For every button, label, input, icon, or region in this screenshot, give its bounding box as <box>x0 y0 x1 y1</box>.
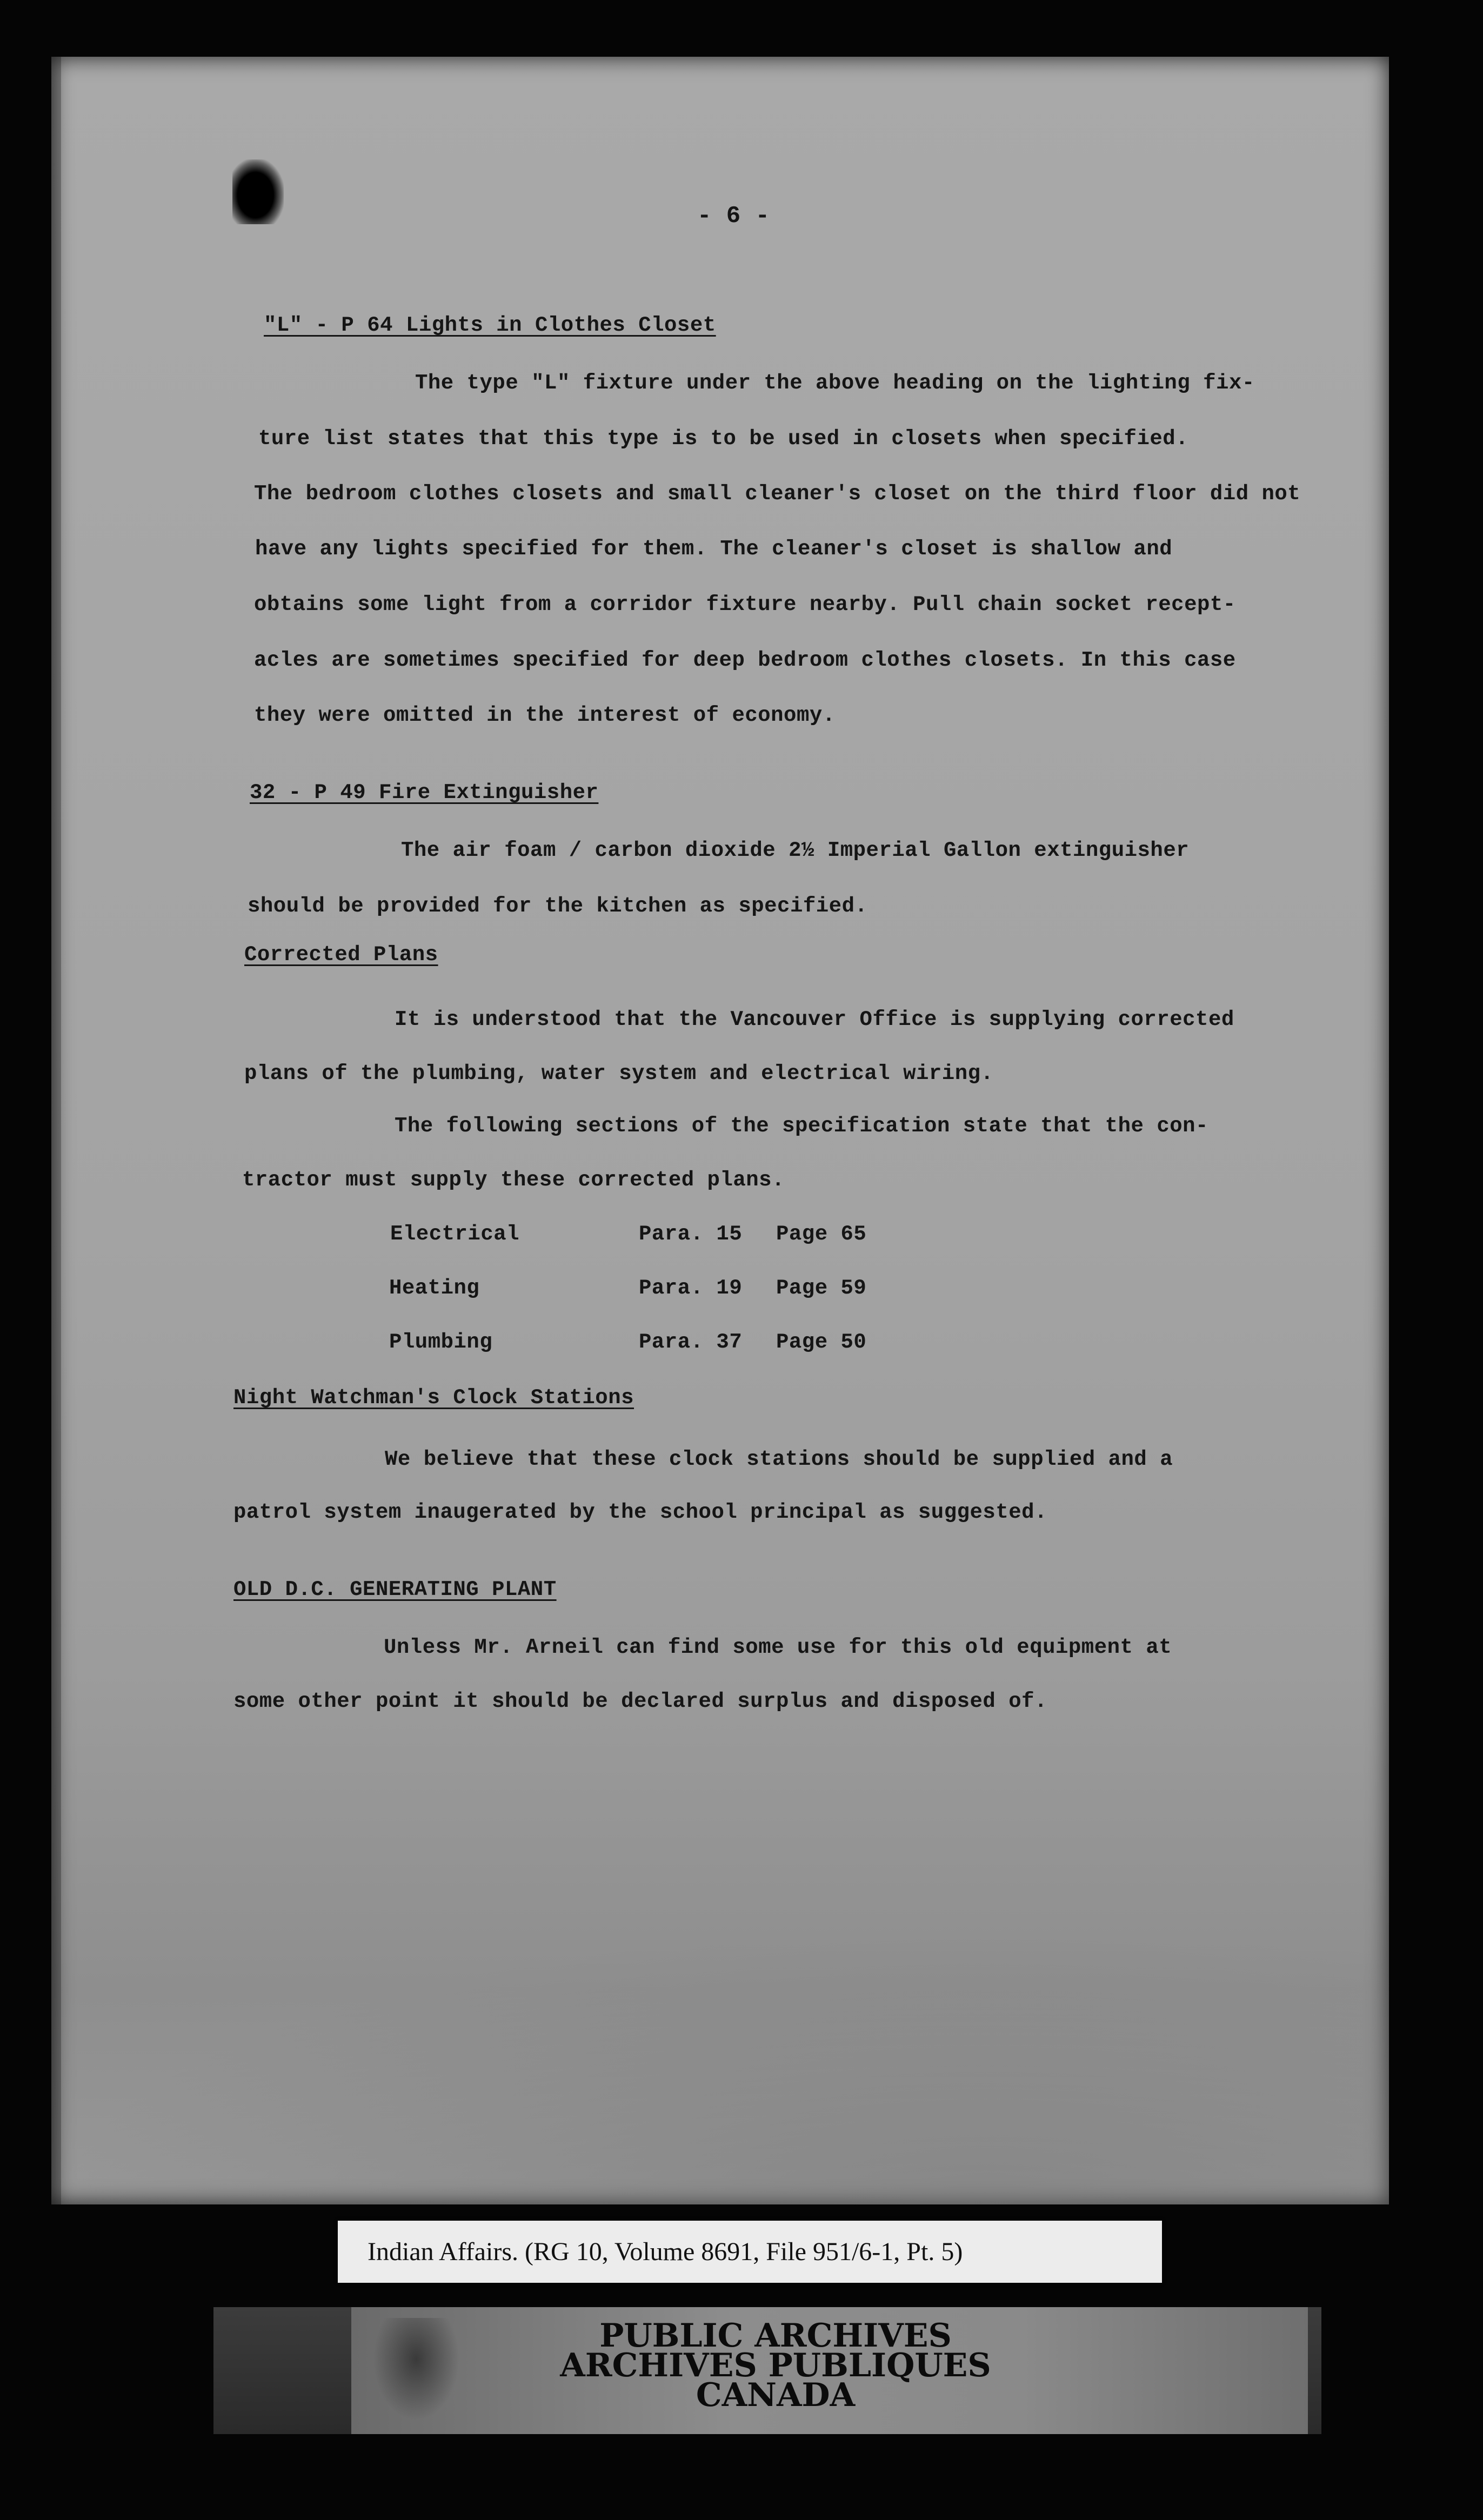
stamp-line-archives-publiques: ARCHIVES PUBLIQUES <box>560 2347 991 2384</box>
table-page-plumbing: Page 50 <box>776 1330 867 1354</box>
fire-line-1: The air foam / carbon dioxide 2½ Imperial Gallon extinguisher <box>401 839 1190 862</box>
punch-hole-mark <box>232 159 284 224</box>
table-item-electrical: Electrical <box>390 1222 520 1246</box>
plant-line-1: Unless Mr. Arneil can find some use for this old equipment at <box>384 1636 1172 1659</box>
page-shadow <box>51 1923 1389 2204</box>
lights-line-3: The bedroom clothes closets and small cleaner's closet on the third floor did not <box>254 482 1301 506</box>
lights-line-1: The type "L" fixture under the above heading on the lighting fix- <box>415 371 1255 395</box>
lights-line-6: acles are sometimes specified for deep bedroom clothes closets. In this case <box>254 648 1236 672</box>
fire-line-2: should be provided for the kitchen as specified. <box>248 894 868 918</box>
lights-line-4: have any lights specified for them. The cleaner's closet is shallow and <box>255 537 1173 561</box>
stamp-line-canada: CANADA <box>696 2376 856 2414</box>
lights-line-2: ture list states that this type is to be used in closets when specified. <box>258 427 1189 451</box>
archive-caption-label <box>338 2221 1162 2283</box>
stamp-line-public-archives: PUBLIC ARCHIVES <box>599 2317 952 2355</box>
page-number: - 6 - <box>697 203 770 230</box>
table-para-electrical: Para. 15 <box>639 1222 743 1246</box>
table-para-heating: Para. 19 <box>639 1276 743 1300</box>
section-heading-plant: OLD D.C. GENERATING PLANT <box>233 1578 557 1601</box>
page-edge-shadow <box>51 57 61 2204</box>
section-heading-fire: 32 - P 49 Fire Extinguisher <box>250 781 599 805</box>
lights-line-7: they were omitted in the interest of economy. <box>254 703 836 727</box>
section-heading-plans: Corrected Plans <box>244 943 438 967</box>
table-page-electrical: Page 65 <box>776 1222 867 1246</box>
plans-line-4: tractor must supply these corrected plans. <box>242 1168 785 1192</box>
watchman-line-1: We believe that these clock stations should be supplied and a <box>385 1447 1173 1471</box>
table-item-heating: Heating <box>389 1276 480 1300</box>
section-heading-watchman: Night Watchman's Clock Stations <box>233 1386 634 1410</box>
plans-line-3: The following sections of the specification state that the con- <box>395 1114 1208 1138</box>
plans-line-1: It is understood that the Vancouver Office is supplying corrected <box>395 1008 1234 1031</box>
archive-caption-text: Indian Affairs. (RG 10, Volume 8691, File 951/6-1, Pt. 5) <box>368 2237 963 2266</box>
table-para-plumbing: Para. 37 <box>639 1330 743 1354</box>
lights-line-5: obtains some light from a corridor fixture nearby. Pull chain socket recept- <box>254 593 1236 616</box>
plant-line-2: some other point it should be declared surplus and disposed of. <box>233 1690 1047 1713</box>
plans-line-2: plans of the plumbing, water system and electrical wiring. <box>244 1062 994 1085</box>
table-page-heating: Page 59 <box>776 1276 867 1300</box>
section-heading-lights: "L" - P 64 Lights in Clothes Closet <box>264 313 716 337</box>
stamp-smudge-mark <box>373 2318 459 2421</box>
watchman-line-2: patrol system inaugerated by the school principal as suggested. <box>233 1500 1047 1524</box>
table-item-plumbing: Plumbing <box>389 1330 493 1354</box>
